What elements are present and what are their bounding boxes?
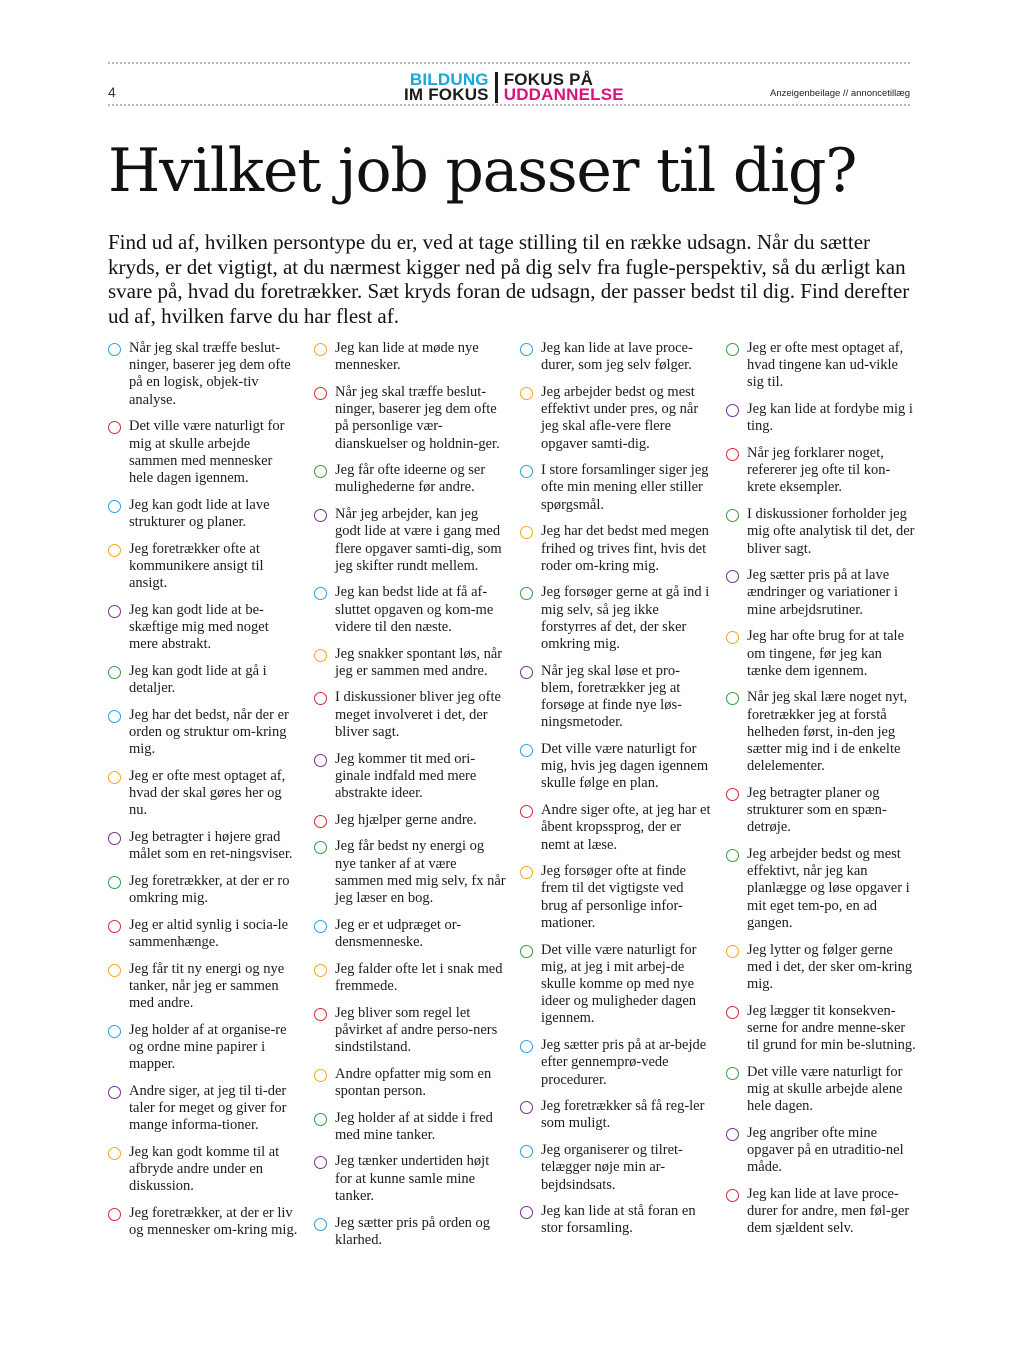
checkbox-circle-red[interactable] — [108, 421, 121, 434]
statement-text: Jeg har ofte brug for at tale om tingene, før jeg kan tænke dem igennem. — [747, 628, 905, 679]
statement-text: Jeg kan lide at lave proce-durer for andre, men føl-ger dem sjældent selv. — [747, 1186, 910, 1237]
statement-text: Jeg bliver som regel let påvirket af andre perso-ners sindstilstand. — [335, 1004, 498, 1055]
statement-item — [314, 340, 506, 374]
statement-text: Andre opfatter mig som en spontan person. — [335, 1065, 492, 1099]
logo-line1-right: FOKUS PÅ — [503, 70, 594, 89]
statement-item — [314, 1110, 506, 1144]
statement-text: Jeg foretrækker, at der er liv og mennesker om-kring mig. — [129, 1205, 298, 1239]
statement-item — [726, 689, 918, 775]
statement-item — [108, 707, 300, 759]
checkbox-circle-green[interactable] — [726, 849, 739, 862]
checkbox-circle-purple[interactable] — [108, 1086, 121, 1099]
statement-item — [520, 523, 712, 575]
checkbox-circle-yellow[interactable] — [314, 1069, 327, 1082]
statement-item — [108, 768, 300, 820]
checkbox-circle-green[interactable] — [108, 666, 121, 679]
statement-item — [108, 340, 300, 409]
checkbox-circle-red[interactable] — [726, 448, 739, 461]
statement-item — [108, 541, 300, 593]
statement-item — [314, 812, 506, 829]
checkbox-circle-blue[interactable] — [520, 1040, 533, 1053]
statement-text: Jeg er et udpræget or-densmenneske. — [335, 916, 462, 950]
statement-text: Jeg har det bedst med megen frihed og trives fint, hvis det roder om-kring mig. — [541, 523, 709, 574]
statement-text: Jeg angriber ofte mine opgaver på en utraditio-nel måde. — [747, 1124, 904, 1176]
statement-text: Jeg får bedst ny energi og nye tanker af at være sammen med mig selv, fx når jeg læser en bog. — [335, 838, 506, 906]
statement-text: Jeg får ofte ideerne og ser mulighederne før andre. — [335, 462, 486, 496]
checkbox-circle-yellow[interactable] — [726, 945, 739, 958]
statement-text: Jeg organiserer og tilret-telægger nøje min ar-bejdsindsats. — [541, 1142, 683, 1193]
statement-text: Jeg sætter pris på at ar-bejde efter gennemprø-vede procedurer. — [541, 1037, 707, 1088]
statement-text: Jeg foretrækker så få reg-ler som muligt. — [541, 1098, 705, 1132]
statement-item — [314, 462, 506, 496]
statement-item — [314, 1215, 506, 1249]
checkbox-circle-yellow[interactable] — [314, 649, 327, 662]
statement-item — [726, 1186, 918, 1238]
statement-item — [520, 340, 712, 374]
statement-item — [108, 497, 300, 531]
statement-item — [520, 802, 712, 854]
checkbox-circle-red[interactable] — [314, 387, 327, 400]
statement-item — [520, 863, 712, 932]
statement-item — [520, 741, 712, 793]
statement-item — [520, 1142, 712, 1194]
checkbox-circle-blue[interactable] — [520, 343, 533, 356]
checkbox-circle-red[interactable] — [108, 920, 121, 933]
statement-column-4 — [726, 340, 918, 1247]
statement-item — [314, 1005, 506, 1057]
checkbox-circle-purple[interactable] — [520, 1101, 533, 1114]
checkbox-circle-yellow[interactable] — [108, 1147, 121, 1160]
statement-item — [726, 567, 918, 619]
statement-item — [726, 401, 918, 435]
checkbox-circle-blue[interactable] — [520, 1145, 533, 1158]
checkbox-circle-green[interactable] — [314, 1113, 327, 1126]
header-dotted-rule — [108, 104, 910, 106]
supplement-label: Anzeigenbeilage // annoncetillæg — [770, 88, 910, 99]
statement-item — [314, 838, 506, 907]
statement-item — [314, 1066, 506, 1100]
statement-text: Jeg betragter i højere grad målet som en ret-ningsviser. — [129, 828, 293, 863]
checkbox-circle-green[interactable] — [314, 841, 327, 854]
checkbox-circle-yellow[interactable] — [108, 544, 121, 557]
statement-item — [314, 1153, 506, 1205]
statement-item — [520, 942, 712, 1028]
checkbox-circle-purple[interactable] — [314, 509, 327, 522]
checkbox-circle-yellow[interactable] — [108, 964, 121, 977]
statement-item — [726, 942, 918, 994]
checkbox-circle-purple[interactable] — [108, 832, 121, 845]
statement-text: Når jeg skal træffe beslut-ninger, baserer jeg dem ofte på personlige vær-dianskuelser og holdnin-ger. — [335, 383, 500, 452]
statement-item — [520, 663, 712, 732]
statement-item — [108, 1144, 300, 1196]
checkbox-circle-green[interactable] — [520, 945, 533, 958]
statement-text: I diskussioner forholder jeg mig ofte analytisk til det, der bliver sagt. — [747, 506, 915, 557]
checkbox-circle-purple[interactable] — [520, 1206, 533, 1219]
statement-text: Jeg holder af at organise-re og ordne mine papirer i mapper. — [129, 1021, 287, 1073]
statement-item — [726, 628, 918, 680]
statement-item — [726, 785, 918, 837]
statement-item — [726, 1125, 918, 1177]
checkbox-circle-blue[interactable] — [108, 343, 121, 356]
statement-text: Når jeg skal løse et pro-blem, foretrækker jeg at forsøge at finde nye løs-ningsmetoder. — [541, 662, 682, 731]
statement-item — [108, 873, 300, 907]
statement-text: Jeg kan godt lide at gå i detaljer. — [129, 662, 267, 696]
checkbox-circle-red[interactable] — [726, 1189, 739, 1202]
page-number: 4 — [108, 84, 116, 100]
checkbox-circle-purple[interactable] — [726, 570, 739, 583]
checkbox-circle-purple[interactable] — [108, 605, 121, 618]
statement-text: Jeg foretrækker, at der er ro omkring mig. — [129, 872, 290, 906]
checkbox-circle-purple[interactable] — [726, 1128, 739, 1141]
checkbox-circle-red[interactable] — [314, 692, 327, 705]
statement-text: Jeg har det bedst, når der er orden og struktur om-kring mig. — [129, 706, 289, 758]
checkbox-circle-yellow[interactable] — [314, 343, 327, 356]
statement-columns — [108, 340, 916, 1300]
statement-text: Når jeg forklarer noget, refererer jeg ofte til kon-krete eksempler. — [747, 445, 891, 496]
statement-text: Jeg lægger tit konsekven-serne for andre menne-sker til grund for min be-slutning. — [747, 1002, 916, 1054]
checkbox-circle-yellow[interactable] — [520, 866, 533, 879]
statement-text: Jeg kan godt lide at lave strukturer og planer. — [129, 496, 270, 530]
statement-text: Jeg holder af at sidde i fred med mine tanker. — [335, 1109, 493, 1143]
statement-text: Jeg tænker undertiden højt for at kunne samle mine tanker. — [335, 1153, 490, 1204]
logo-line2-left: IM FOKUS — [404, 85, 489, 104]
statement-text: Det ville være naturligt for mig at skulle arbejde sammen med mennesker hele dagen igennem. — [129, 418, 285, 486]
statement-text: Jeg sætter pris på at lave ændringer og variationer i mine arbejdsrutiner. — [747, 567, 898, 618]
statement-item — [108, 829, 300, 863]
checkbox-circle-red[interactable] — [314, 815, 327, 828]
checkbox-circle-blue[interactable] — [314, 920, 327, 933]
checkbox-circle-red[interactable] — [520, 805, 533, 818]
statement-item — [726, 1064, 918, 1116]
statement-text: Jeg falder ofte let i snak med fremmede. — [335, 960, 503, 994]
statement-text: Jeg kan godt lide at be-skæftige mig med noget mere abstrakt. — [129, 601, 269, 653]
checkbox-circle-blue[interactable] — [314, 587, 327, 600]
statement-text: Jeg forsøger gerne at gå ind i mig selv, så jeg ikke forstyrres af det, der sker omkring mig. — [541, 584, 710, 653]
statement-text: Andre siger ofte, at jeg har et åbent kropssprog, der er nemt at læse. — [541, 802, 711, 853]
statement-text: Jeg kan lide at fordybe mig i ting. — [747, 401, 913, 435]
checkbox-circle-red[interactable] — [108, 1208, 121, 1221]
statement-text: Det ville være naturligt for mig at skulle arbejde alene hele dagen. — [747, 1063, 903, 1115]
statement-text: Jeg får tit ny energi og nye tanker, når jeg er sammen med andre. — [129, 960, 285, 1011]
statement-text: Når jeg skal lære noget nyt, foretrækker jeg at forstå helheden først, in-den jeg sætter mig ind i de enkelte delelementer. — [747, 689, 908, 775]
statement-item — [108, 961, 300, 1013]
statement-item — [108, 1205, 300, 1239]
statement-text: Jeg snakker spontant løs, når jeg er sammen med andre. — [335, 645, 503, 679]
statement-text: Jeg kan lide at møde nye mennesker. — [335, 340, 479, 374]
statement-text: Når jeg arbejder, kan jeg godt lide at være i gang med flere opgaver samti-dig, som jeg skifter rundt mellem. — [335, 506, 502, 574]
statement-text: Jeg betragter planer og strukturer som en spæn-detrøje. — [747, 784, 887, 836]
statement-item — [108, 1083, 300, 1135]
statement-item — [726, 340, 918, 392]
checkbox-circle-purple[interactable] — [314, 754, 327, 767]
statement-text: Jeg hjælper gerne andre. — [335, 811, 477, 828]
statement-item — [520, 1098, 712, 1132]
checkbox-circle-green[interactable] — [726, 509, 739, 522]
statement-item — [108, 1022, 300, 1074]
statement-item — [314, 961, 506, 995]
checkbox-circle-green[interactable] — [726, 343, 739, 356]
checkbox-circle-yellow[interactable] — [520, 526, 533, 539]
statement-column-1 — [108, 340, 300, 1249]
checkbox-circle-blue[interactable] — [108, 1025, 121, 1038]
statement-item — [520, 584, 712, 653]
statement-column-2 — [314, 340, 506, 1258]
statement-text: Jeg kan lide at stå foran en stor forsamling. — [541, 1203, 696, 1237]
statement-item — [726, 506, 918, 558]
statement-item — [314, 384, 506, 453]
checkbox-circle-red[interactable] — [726, 1006, 739, 1019]
checkbox-circle-blue[interactable] — [520, 465, 533, 478]
checkbox-circle-blue[interactable] — [108, 710, 121, 723]
statement-text: Jeg kan lide at lave proce-durer, som jeg selv følger. — [541, 340, 693, 374]
statement-item — [314, 584, 506, 636]
intro-paragraph: Find ud af, hvilken persontype du er, ved at tage stilling til en række udsagn. Når du sætter kryds, er det vigtigt, at du nærmest kigger ned på dig selv fra fugle-perspektiv, så du ærligt kan svare på, hvad du foretrækker. Sæt kryds foran de udsagn, der passer bedst til dig. Find derefter ud af, hvilken farve du har flest af. — [108, 230, 910, 328]
checkbox-circle-green[interactable] — [314, 465, 327, 478]
statement-text: Jeg sætter pris på orden og klarhed. — [335, 1214, 491, 1248]
statement-item — [520, 462, 712, 514]
statement-text: Jeg lytter og følger gerne med i det, der sker om-kring mig. — [747, 941, 913, 992]
statement-text: Det ville være naturligt for mig, hvis jeg dagen igennem skulle følge en plan. — [541, 741, 709, 792]
statement-column-3 — [520, 340, 712, 1247]
checkbox-circle-red[interactable] — [726, 788, 739, 801]
checkbox-circle-blue[interactable] — [314, 1218, 327, 1231]
checkbox-circle-green[interactable] — [726, 1067, 739, 1080]
statement-text: Jeg forsøger ofte at finde frem til det vigtigste ved brug af personlige infor-mationer. — [541, 863, 686, 931]
statement-text: Det ville være naturligt for mig, at jeg i mit arbej-de skulle komme op med nye ideer og muligheder dagen igennem. — [541, 941, 697, 1027]
statement-text: Jeg arbejder bedst og mest effektivt, når jeg kan planlægge og løse opgaver i mit eget tem-po, en ad gangen. — [747, 846, 910, 931]
page-title: Hvilket job passer til dig? — [108, 136, 857, 206]
statement-item — [520, 1203, 712, 1237]
checkbox-circle-purple[interactable] — [726, 404, 739, 417]
logo-divider — [495, 72, 498, 103]
statement-text: Jeg er ofte mest optaget af, hvad der skal gøres her og nu. — [129, 767, 286, 819]
logo-line2-right: UDDANNELSE — [503, 85, 624, 104]
statement-item — [314, 646, 506, 680]
checkbox-circle-purple[interactable] — [520, 666, 533, 679]
checkbox-circle-yellow[interactable] — [726, 631, 739, 644]
statement-item — [314, 751, 506, 803]
statement-text: I store forsamlinger siger jeg ofte min mening eller stiller spørgsmål. — [541, 462, 709, 513]
checkbox-circle-purple[interactable] — [314, 1156, 327, 1169]
checkbox-circle-green[interactable] — [520, 587, 533, 600]
statement-text: Når jeg skal træffe beslut-ninger, baserer jeg dem ofte på en logisk, objek-tiv analyse. — [129, 340, 291, 408]
checkbox-circle-green[interactable] — [726, 692, 739, 705]
statement-item — [520, 384, 712, 453]
logo-line1-left: BILDUNG — [409, 70, 489, 89]
statement-item — [108, 663, 300, 697]
checkbox-circle-yellow[interactable] — [520, 387, 533, 400]
statement-item — [726, 445, 918, 497]
statement-item — [726, 846, 918, 932]
checkbox-circle-red[interactable] — [314, 1008, 327, 1021]
statement-text: Jeg kan bedst lide at få af-sluttet opgaven og kom-me videre til den næste. — [335, 584, 494, 635]
statement-item — [108, 418, 300, 487]
statement-item — [314, 506, 506, 575]
statement-text: Jeg kommer tit med ori-ginale indfald med mere abstrakte ideer. — [335, 750, 477, 801]
statement-item — [726, 1003, 918, 1055]
checkbox-circle-yellow[interactable] — [108, 771, 121, 784]
statement-text: Andre siger, at jeg til ti-der taler for meget og giver for mange informa-tioner. — [129, 1082, 287, 1134]
statement-item — [314, 689, 506, 741]
statement-text: I diskussioner bliver jeg ofte meget involveret i det, der bliver sagt. — [335, 689, 501, 740]
statement-item — [314, 917, 506, 951]
statement-text: Jeg kan godt komme til at afbryde andre under en diskussion. — [129, 1143, 280, 1195]
statement-text: Jeg arbejder bedst og mest effektivt under pres, og når jeg skal afle-vere flere opgaver samti-dig. — [541, 383, 699, 452]
statement-text: Jeg er ofte mest optaget af, hvad tingene kan ud-vikle sig til. — [747, 340, 904, 391]
checkbox-circle-yellow[interactable] — [314, 964, 327, 977]
statement-item — [108, 917, 300, 951]
statement-text: Jeg er altid synlig i socia-le sammenhænge. — [129, 916, 289, 950]
checkbox-circle-blue[interactable] — [520, 744, 533, 757]
statement-text: Jeg foretrækker ofte at kommunikere ansigt til ansigt. — [129, 540, 264, 591]
top-dotted-rule — [108, 62, 910, 64]
publication-logo — [404, 70, 624, 104]
statement-item — [108, 602, 300, 654]
checkbox-circle-green[interactable] — [108, 876, 121, 889]
checkbox-circle-blue[interactable] — [108, 500, 121, 513]
statement-item — [520, 1037, 712, 1089]
